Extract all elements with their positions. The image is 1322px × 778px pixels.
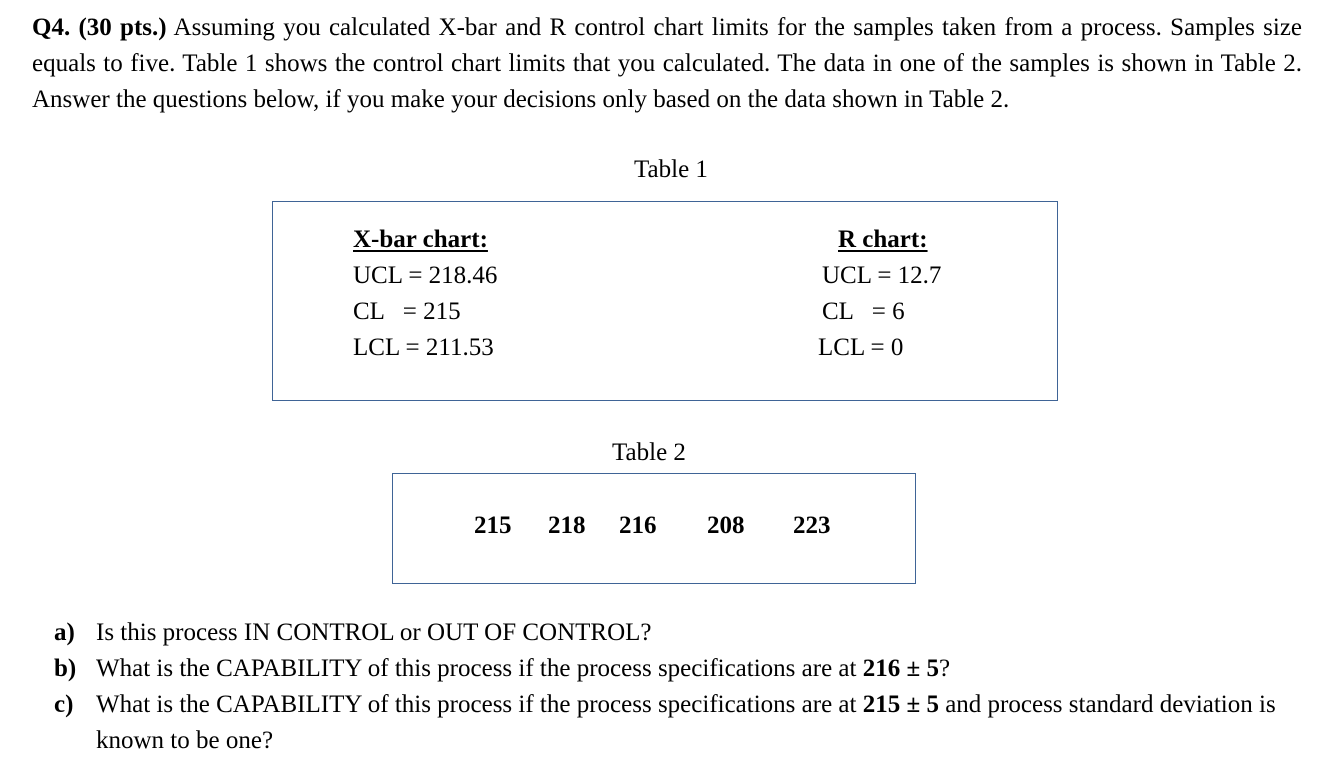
sample-values — [474, 508, 831, 544]
xbar-lcl: LCL = 211.53 — [353, 334, 494, 361]
spec-value: 216 ± 5 — [862, 655, 939, 682]
question-label: c) — [54, 691, 74, 718]
r-ucl: UCL = 12.7 — [822, 262, 942, 289]
xbar-header: X-bar chart: — [353, 226, 488, 253]
question-b — [54, 651, 1294, 687]
r-cl: CL = 6 — [822, 298, 905, 325]
question-number: Q4. (30 pts.) — [32, 14, 167, 41]
question-label: b) — [54, 655, 77, 682]
question-text-end: ? — [938, 655, 951, 682]
question-text: What is the CAPABILITY of this process if the process specifications are at — [96, 655, 863, 682]
table2-caption: Table 2 — [612, 439, 686, 466]
question-label: a) — [54, 619, 75, 646]
question-text: Assuming you calculated X-bar and R control chart limits for the samples taken from a process. Samples size equals to five. Table 1 shows the control chart limits that you calculated. The data in one of the samples is shown in Table 2. Answer the questions below, if you make your decisions only based on the data shown in Table 2. — [32, 14, 1303, 113]
sample-value: 208 — [707, 512, 745, 539]
table1-caption: Table 1 — [634, 156, 708, 183]
xbar-cl: CL = 215 — [353, 298, 461, 325]
question-list — [54, 615, 1294, 759]
sample-value: 223 — [793, 512, 831, 539]
spec-value: 215 ± 5 — [862, 691, 939, 718]
r-chart-limits — [818, 222, 941, 366]
xbar-ucl: UCL = 218.46 — [353, 262, 498, 289]
question-c — [54, 687, 1294, 759]
question-text-end: and process standard deviation is known to be one? — [96, 691, 1276, 754]
question-a — [54, 615, 1294, 651]
sample-value: 218 — [548, 512, 586, 539]
r-header: R chart: — [838, 226, 928, 253]
question-text: What is the CAPABILITY of this process if the process specifications are at — [96, 691, 863, 718]
xbar-chart-limits — [353, 222, 497, 366]
sample-value: 216 — [619, 512, 657, 539]
question-text: Is this process IN CONTROL or OUT OF CONTROL? — [96, 619, 652, 646]
r-lcl: LCL = 0 — [818, 334, 904, 361]
question-intro — [32, 10, 1302, 118]
sample-value: 215 — [474, 512, 512, 539]
